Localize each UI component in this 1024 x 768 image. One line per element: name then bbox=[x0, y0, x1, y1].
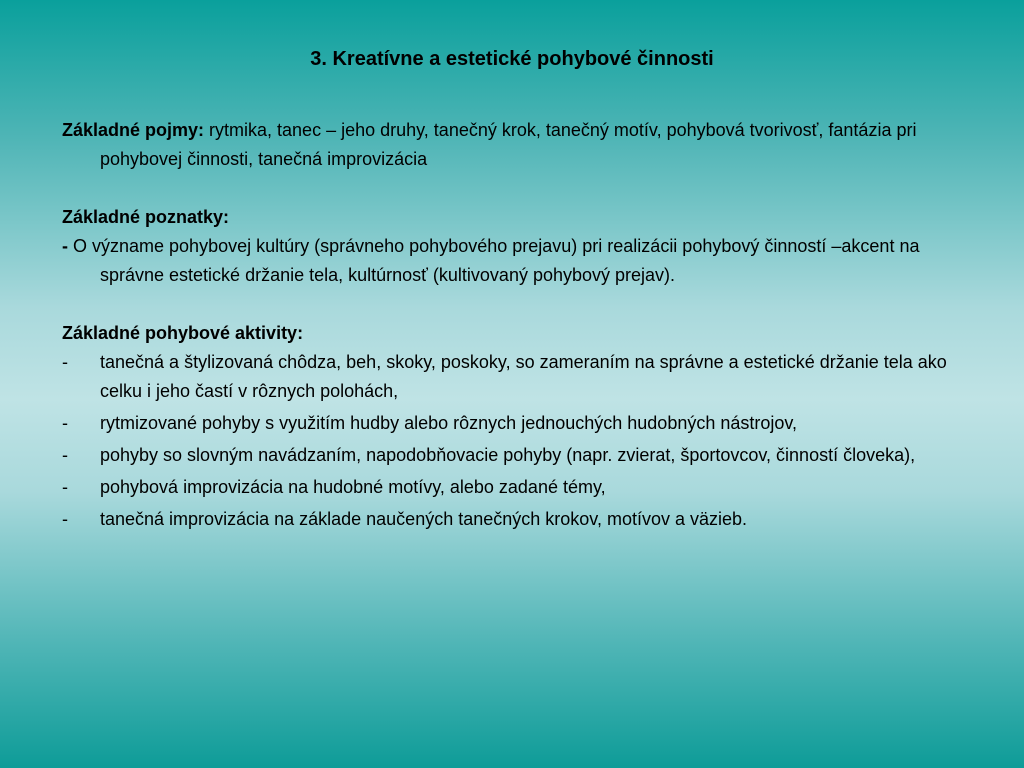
list-item bbox=[62, 409, 962, 438]
list-item-text: tanečná improvizácia na základe naučených tanečných krokov, motívov a väzieb. bbox=[100, 509, 748, 529]
list-item bbox=[62, 473, 962, 502]
basic-knowledge-marker: - bbox=[62, 236, 68, 256]
basic-concepts-text: rytmika, tanec – jeho druhy, tanečný krok, tanečný motív, pohybová tvorivosť, fantázia pri pohybovej činnosti, tanečná improvizácia bbox=[100, 120, 917, 169]
basic-activities-heading: Základné pohybové aktivity: bbox=[62, 323, 304, 343]
slide-content bbox=[62, 116, 962, 537]
basic-concepts-paragraph bbox=[62, 116, 962, 174]
list-dash: - bbox=[62, 445, 68, 465]
basic-knowledge-text: O význame pohybovej kultúry (správneho pohybového prejavu) pri realizácii pohybový činností –akcent na správne estetické držanie tela, kultúrnosť (kultivovaný pohybový prejav). bbox=[68, 236, 920, 285]
list-item-text: pohyby so slovným navádzaním, napodobňovacie pohyby (napr. zvierat, športovcov, činností človeka), bbox=[100, 445, 916, 465]
basic-concepts-label: Základné pojmy: bbox=[62, 120, 205, 140]
list-dash: - bbox=[62, 509, 68, 529]
list-dash: - bbox=[62, 477, 68, 497]
list-item-text: pohybová improvizácia na hudobné motívy, alebo zadané témy, bbox=[100, 477, 606, 497]
list-item-text: rytmizované pohyby s využitím hudby alebo rôznych jednouchých hudobných nástrojov, bbox=[100, 413, 798, 433]
list-item bbox=[62, 348, 962, 406]
list-dash: - bbox=[62, 413, 68, 433]
activities-list bbox=[62, 348, 962, 534]
list-item bbox=[62, 441, 962, 470]
slide-title: 3. Kreatívne a estetické pohybové činnosti bbox=[310, 48, 714, 70]
list-dash: - bbox=[62, 352, 68, 372]
basic-knowledge-paragraph bbox=[62, 232, 962, 290]
basic-knowledge-heading: Základné poznatky: bbox=[62, 207, 230, 227]
list-item-text: tanečná a štylizovaná chôdza, beh, skoky, poskoky, so zameraním na správne a estetické držanie tela ako celku i jeho častí v rôznych polohách, bbox=[100, 352, 947, 401]
list-item bbox=[62, 505, 962, 534]
